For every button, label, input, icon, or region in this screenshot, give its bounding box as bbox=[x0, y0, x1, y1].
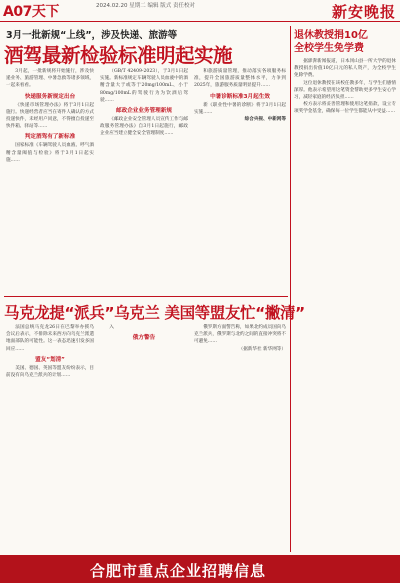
source-note: （据新华社 新华网等） bbox=[238, 346, 286, 352]
paragraph: 《邮政企业安全管理人员宣传工作与邮政服务管理办法》自3月1日起施行，邮政企业应当建立健全安全管理制度…… bbox=[100, 117, 188, 137]
paragraph: 和旅游质量管理，推动落实各项服务标准，提升全国旅游质量整体水平，力争到2025年，旅游服务质量明显提升…… bbox=[194, 69, 286, 89]
paragraph: 《快递市场管理办法》将于3月1日起施行。快递经营者应当在寄件人确认的方式投递快件，未经用户同意，不得擅自投递至快件箱、驿站等…… bbox=[6, 102, 94, 130]
newspaper-logo: 新安晚报 bbox=[331, 3, 396, 21]
page-header bbox=[0, 0, 400, 22]
paragraph: 法国总统马克龙26日在巴黎举办援乌会议后表示，不排除未来西方向乌克兰派遣地面部队的可能性。这一表态迅速引发多国回应…… bbox=[6, 325, 94, 352]
story2-column-2 bbox=[100, 324, 188, 552]
paragraph: 新《职业性中暑的诊断》将于3月1日起实施…… bbox=[194, 102, 286, 115]
section-subheading: 中暑诊断标准3月起生效 bbox=[210, 93, 270, 100]
right-story-headline bbox=[294, 29, 396, 55]
paragraph: 这位退休教授在该校任教多年，与学生们感情深厚。他表示希望用这笔资金帮助更多学生安心学习，减轻家庭的经济负担…… bbox=[294, 80, 396, 101]
source-note: 综合央视、中新网等 bbox=[244, 117, 286, 123]
section-subheading: 快递服务新规定出台 bbox=[24, 93, 76, 100]
right-headline-line-1: 退休教授捐10亿 bbox=[294, 30, 368, 41]
paragraph: 校方表示将妥善管理和使用这笔捐款，设立专项奖学金基金，确保每一位学生都能从中受益…… bbox=[294, 102, 396, 115]
story1-subtitle: 3月一批新规“上线”，涉及快递、旅游等 bbox=[6, 30, 178, 41]
story2-column-1 bbox=[6, 324, 94, 552]
story2-column-3 bbox=[194, 324, 286, 552]
paragraph: 入 bbox=[109, 325, 114, 330]
page-label: A07天下 bbox=[3, 4, 59, 20]
paragraph: 据澎湃新闻报道，日本冈山县一所大学的退休教授捐出价值10亿日元的私人资产，为全校学生免除学费。 bbox=[294, 59, 396, 79]
right-headline-line-2: 全校学生免学费 bbox=[294, 43, 364, 54]
story1-column-2 bbox=[100, 68, 188, 293]
story1-headline: 酒驾最新检验标准明起实施 bbox=[4, 44, 233, 67]
story2-headline: 马克龙提“派兵”乌克兰 美国等盟友忙“撇清” bbox=[4, 304, 305, 322]
section-subheading: 盟友“划清” bbox=[35, 356, 65, 363]
section-subheading: 邮政企业业务管理新规 bbox=[116, 108, 172, 115]
paragraph: 国家标准《车辆驾驶人员血液、呼气酒精含量阈值与检验》将于3月1日起实施…… bbox=[6, 143, 94, 163]
paragraph: 俄罗斯方面警告称，如果北约成员国向乌克兰派兵，俄罗斯与北约之间的直接冲突将不可避免…… bbox=[194, 325, 286, 345]
right-story-body bbox=[294, 58, 396, 550]
story-divider bbox=[4, 296, 288, 297]
section-subheading: 判定酒驾有了新标准 bbox=[24, 134, 76, 141]
section-subheading: 俄方警告 bbox=[132, 335, 156, 342]
column-divider bbox=[290, 26, 291, 552]
recruitment-banner-title: 合肥市重点企业招聘信息 bbox=[90, 562, 267, 580]
paragraph: 3月起，一批新规将开始施行，涉及快递业务、旅游管理、中暑急救等诸多领域，一起来看看。 bbox=[6, 69, 94, 89]
story1-column-3 bbox=[194, 68, 286, 293]
edition-meta: 2024.02.20 星期二 编辑 版式 责任校对 bbox=[96, 3, 195, 9]
paragraph: （GB/T 42409-2023），于3月1日起实施。新标准规定车辆驾驶人员血液中的酒精含量大于或等于20mg/100mL、小于80mg/100mL的驾驶行为为饮酒后驾驶…… bbox=[100, 69, 188, 103]
story1-column-1 bbox=[6, 68, 94, 293]
paragraph: 美国、德国、英国等盟友纷纷表示，目前没有向乌克兰派兵的计划…… bbox=[6, 365, 94, 379]
